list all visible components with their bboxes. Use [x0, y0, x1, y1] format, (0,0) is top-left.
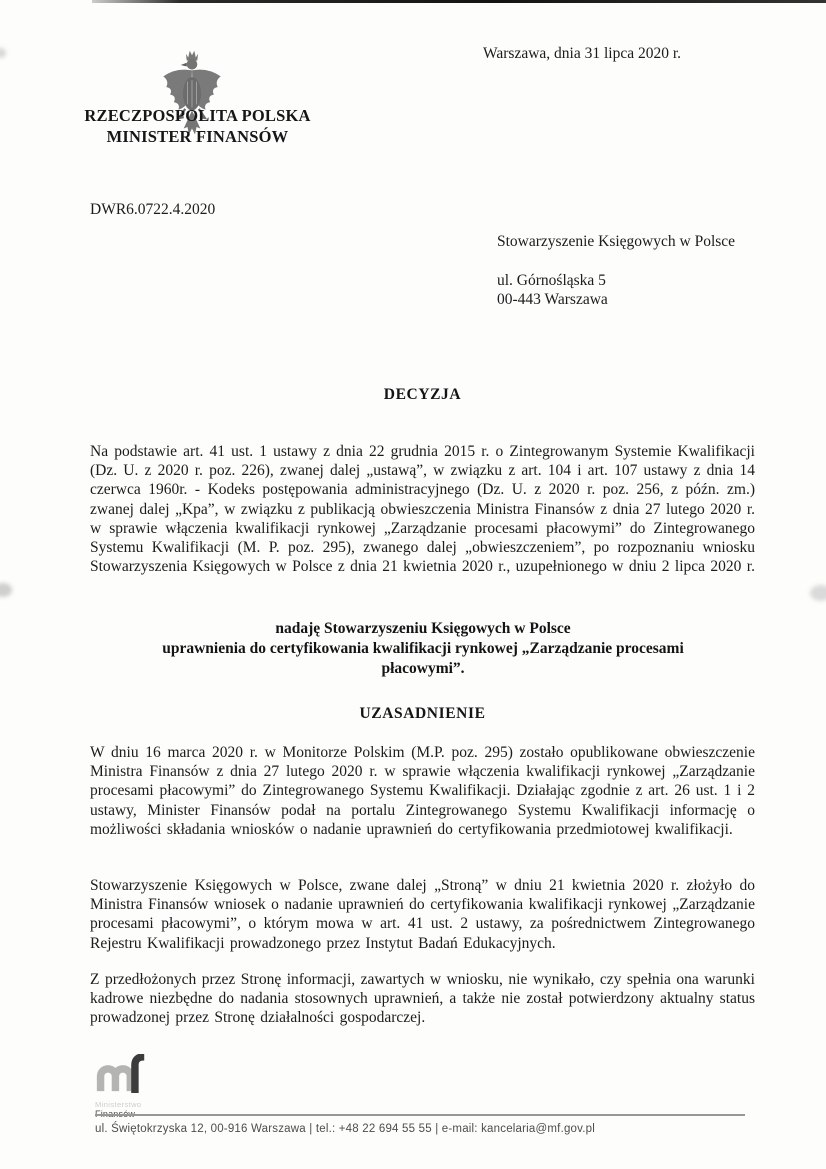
addressee-block: [497, 232, 735, 310]
logo-ministry-word: Ministerstwo: [95, 1100, 142, 1109]
letterhead-institution: [40, 105, 355, 147]
ministry-footer-logo: [95, 1054, 205, 1119]
addressee-name: Stowarzyszenie Księgowych w Polsce: [497, 233, 736, 250]
justification-paragraph-3: Z przedłożonych przez Stronę informacji, zawartych w wniosku, nie wynikało, czy spełnia ona warunki kadrowe niezbędne do nadania stosownych uprawnień, a także nie został potwierdzony aktualny status prowadzonej przez Stronę działalności gospodarczej.: [90, 971, 755, 1027]
scan-artifact-top-line: [92, 0, 826, 3]
scan-artifact-smudge: [0, 48, 6, 58]
ruling-statement: [103, 619, 743, 679]
footer-divider: [95, 1114, 745, 1116]
scan-artifact-smudge: [0, 583, 12, 597]
justification-paragraph-2: Stowarzyszenie Księgowych w Polsce, zwane dalej „Stroną” w dniu 21 kwietnia 2020 r. złożyło do Ministra Finansów wniosek o nadanie uprawnień do certyfikowania kwalifikacji rynkowej „Zarządzanie procesami płacowymi”, o którym mowa w art. 41 ust. 2 ustawy, za pośrednictwem Zintegrowanego Rejestru Kwalifikacji prowadzonego przez Instytut Badań Edukacyjnych.: [90, 877, 755, 952]
scan-artifact-smudge: [810, 585, 826, 601]
addressee-street: ul. Górnośląska 5: [497, 271, 606, 289]
ruling-line-2: uprawnienia do certyfikowania kwalifikacji rynkowej „Zarządzanie procesami: [162, 640, 684, 657]
reference-number: DWR6.0722.4.2020: [90, 201, 216, 218]
institution-line-1: RZECZPOSPOLITA POLSKA: [84, 106, 311, 125]
institution-line-2: MINISTER FINANSÓW: [106, 127, 289, 146]
footer-contact-line: ul. Świętokrzyska 12, 00-916 Warszawa | tel.: +48 22 694 55 55 | e-mail: kancelaria@mf.gov.pl: [95, 1123, 595, 1135]
ruling-line-1: nadaję Stowarzyszeniu Księgowych w Polsce: [275, 620, 571, 637]
decision-title: DECYZJA: [383, 386, 462, 403]
justification-paragraph-1: W dniu 16 marca 2020 r. w Monitorze Polskim (M.P. poz. 295) zostało opublikowane obwieszczenie Ministra Finansów z dnia 27 lutego 2020 r. w sprawie włączenia kwalifikacji rynkowej „Zarządzanie procesami płacowymi” do Zintegrowanego Systemu Kwalifikacji. Działając zgodnie z art. 26 ust. 1 i 2 ustawy, Minister Finansów podał na portalu Zintegrowanego Systemu Kwalifikacji informację o możliwości składania wniosków o nadanie uprawnień do certyfikowania przedmiotowej kwalifikacji.: [90, 744, 755, 838]
date-line: Warszawa, dnia 31 lipca 2020 r.: [483, 45, 682, 62]
legal-basis-paragraph: Na podstawie art. 41 ust. 1 ustawy z dnia 22 grudnia 2015 r. o Zintegrowanym Systemie Kwalifikacji (Dz. U. z 2020 r. poz. 226), zwanej dalej „ustawą”, w związku z art. 104 i art. 107 ustawy z dnia 14 czerwca 1960r. - Kodeks postępowania administracyjnego (Dz. U. z 2020 r. poz. 256, z późn. zm.) zwanej dalej „Kpa”, w związku z publikacją obwieszczenia Ministra Finansów z dnia 27 lutego 2020 r. w sprawie włączenia kwalifikacji rynkowej „Zarządzanie procesami płacowymi” do Zintegrowanego Systemu Kwalifikacji (M. P. poz. 295), zwanego dalej „obwieszczeniem”, po rozpoznaniu wniosku Stowarzyszenia Księgowych w Polsce z dnia 21 kwietnia 2020 r., uzupełnionego w dniu 2 lipca 2020 r.: [90, 443, 755, 576]
mf-monogram-icon: [95, 1054, 147, 1093]
ruling-line-3: płacowymi”.: [381, 660, 465, 677]
addressee-city: 00-443 Warszawa: [497, 291, 608, 308]
justification-title: UZASADNIENIE: [359, 705, 486, 722]
